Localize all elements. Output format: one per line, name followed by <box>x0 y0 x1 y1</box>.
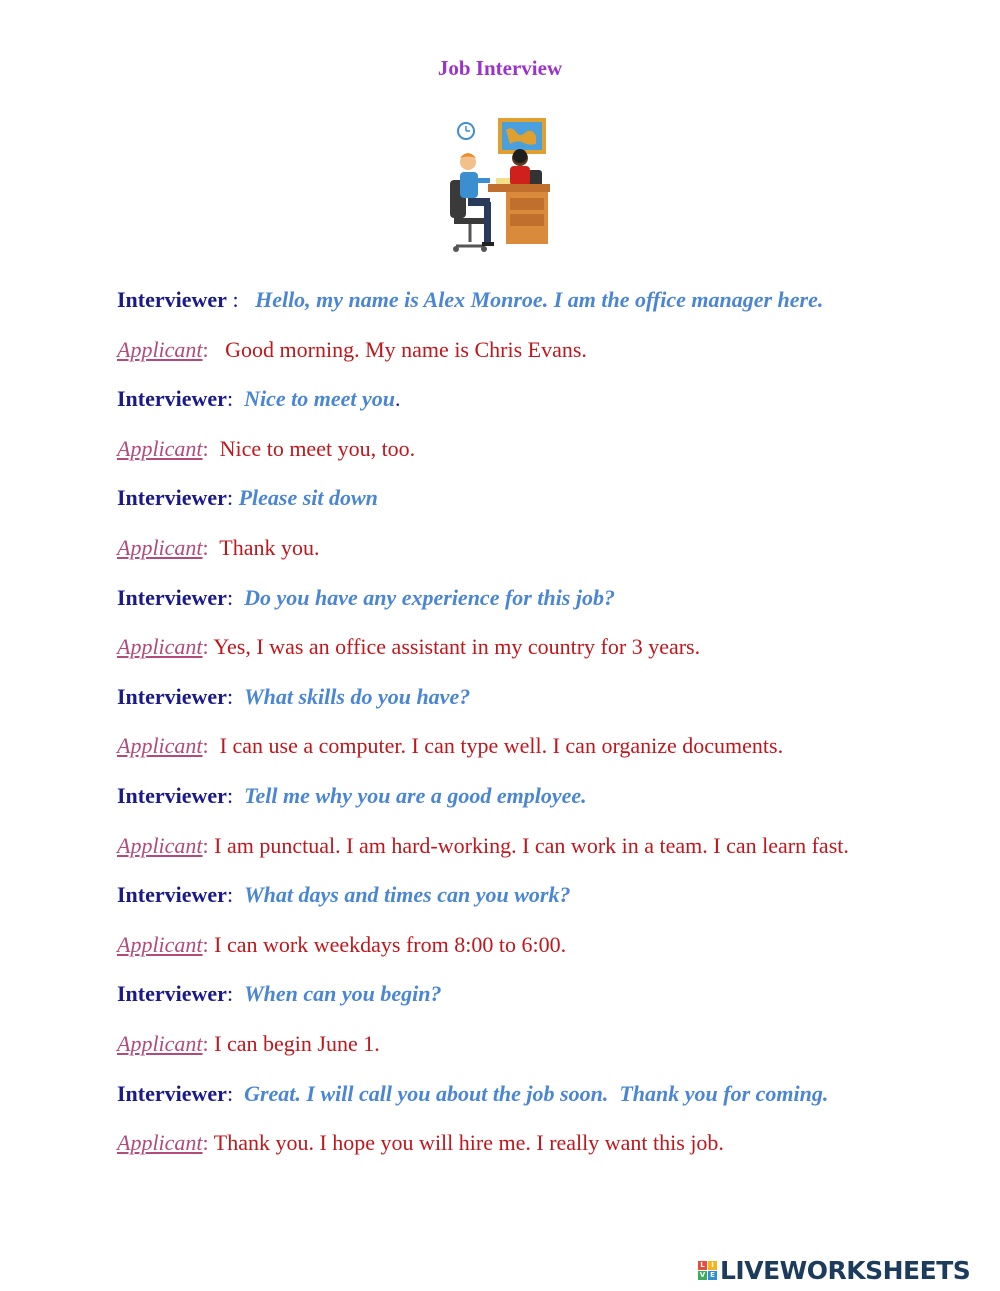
applicant-speech: Nice to meet you, too. <box>219 435 416 461</box>
logo-mark-tile: L <box>698 1261 707 1270</box>
speaker-separator: : <box>226 584 245 610</box>
interviewer-speech: What skills do you have? <box>244 683 471 709</box>
speaker-separator: : <box>226 782 245 808</box>
liveworksheets-logo <box>698 1255 970 1285</box>
speech-trailing-punctuation: . <box>394 386 401 412</box>
dialogue-line-interviewer <box>117 382 977 432</box>
dialogue-line-interviewer <box>117 283 977 333</box>
interviewer-speech: Please sit down <box>238 485 378 511</box>
logo-mark-tile: I <box>708 1261 717 1270</box>
dialogue-line-interviewer <box>117 1077 977 1127</box>
dialogue-line-applicant <box>117 432 977 482</box>
speaker-separator: : <box>226 386 245 412</box>
dialogue-line-applicant <box>117 531 977 581</box>
speaker-separator: : <box>202 435 220 461</box>
job-interview-illustration <box>440 114 552 258</box>
interviewer-label: Interviewer <box>117 386 227 412</box>
dialogue-line-interviewer <box>117 481 977 531</box>
interviewer-speech: When can you begin? <box>244 981 442 1007</box>
applicant-speech: Thank you. I hope you will hire me. I really want this job. <box>213 1130 724 1156</box>
dialogue-line-interviewer <box>117 977 977 1027</box>
interviewer-label: Interviewer <box>117 683 227 709</box>
speaker-separator: : <box>202 931 215 957</box>
interviewer-speech: Tell me why you are a good employee. <box>244 782 587 808</box>
interviewer-label: Interviewer <box>117 1080 227 1106</box>
speaker-separator: : <box>202 1130 214 1156</box>
applicant-label: Applicant <box>117 1130 203 1156</box>
interviewer-label: Interviewer <box>117 882 227 908</box>
page-title: Job Interview <box>437 56 563 80</box>
applicant-label: Applicant <box>117 931 203 957</box>
applicant-label: Applicant <box>117 733 203 759</box>
logo-mark-tile: E <box>708 1271 717 1280</box>
interviewer-label: Interviewer <box>117 584 227 610</box>
liveworksheets-logo-mark <box>698 1261 717 1280</box>
interviewer-label: Interviewer <box>117 981 227 1007</box>
applicant-label: Applicant <box>117 336 203 362</box>
dialogue-line-applicant <box>117 729 977 779</box>
interviewer-speech: Hello, my name is Alex Monroe. I am the office manager here. <box>255 287 824 312</box>
interviewer-speech: Great. I will call you about the job soon. Thank you for coming. <box>244 1080 829 1106</box>
interviewer-label: Interviewer <box>117 287 227 312</box>
interviewer-speech: Nice to meet you <box>244 386 395 412</box>
applicant-speech: I can begin June 1. <box>214 1030 380 1056</box>
dialogue-line-applicant <box>117 333 977 383</box>
applicant-label: Applicant <box>117 534 203 560</box>
speaker-separator: : <box>202 832 215 858</box>
applicant-speech: Yes, I was an office assistant in my country for 3 years. <box>213 634 701 660</box>
speaker-separator: : <box>202 336 226 362</box>
dialogue-line-applicant <box>117 829 977 879</box>
applicant-label: Applicant <box>117 1030 203 1056</box>
dialogue-line-applicant <box>117 630 977 680</box>
dialogue <box>117 283 977 1176</box>
dialogue-line-interviewer <box>117 581 977 631</box>
applicant-label: Applicant <box>117 435 203 461</box>
interviewer-label: Interviewer <box>117 485 227 511</box>
applicant-speech: Thank you. <box>219 534 320 560</box>
speaker-separator: : <box>226 1080 245 1106</box>
interviewer-label: Interviewer <box>117 782 227 808</box>
applicant-speech: I am punctual. I am hard-working. I can work in a team. I can learn fast. <box>214 832 849 858</box>
interviewer-speech: What days and times can you work? <box>244 882 571 908</box>
dialogue-line-interviewer <box>117 680 977 730</box>
applicant-speech: Good morning. My name is Chris Evans. <box>225 336 587 362</box>
speaker-separator: : <box>226 287 256 312</box>
dialogue-line-applicant <box>117 1027 977 1077</box>
speaker-separator: : <box>202 634 214 660</box>
speaker-separator: : <box>226 485 239 511</box>
interviewer-speech: Do you have any experience for this job? <box>244 584 615 610</box>
applicant-speech: I can use a computer. I can type well. I can organize documents. <box>219 733 784 759</box>
dialogue-line-interviewer <box>117 779 977 829</box>
dialogue-line-applicant <box>117 928 977 978</box>
applicant-label: Applicant <box>117 832 203 858</box>
dialogue-line-interviewer <box>117 878 977 928</box>
speaker-separator: : <box>202 534 220 560</box>
speaker-separator: : <box>226 683 245 709</box>
speaker-separator: : <box>226 882 245 908</box>
logo-mark-tile: V <box>699 1270 706 1279</box>
liveworksheets-logo-text: LIVEWORKSHEETS <box>720 1255 971 1285</box>
speaker-separator: : <box>226 981 245 1007</box>
speaker-separator: : <box>202 733 220 759</box>
applicant-speech: I can work weekdays from 8:00 to 6:00. <box>214 931 567 957</box>
speaker-separator: : <box>202 1030 215 1056</box>
dialogue-line-applicant <box>117 1126 977 1176</box>
applicant-label: Applicant <box>117 634 203 660</box>
